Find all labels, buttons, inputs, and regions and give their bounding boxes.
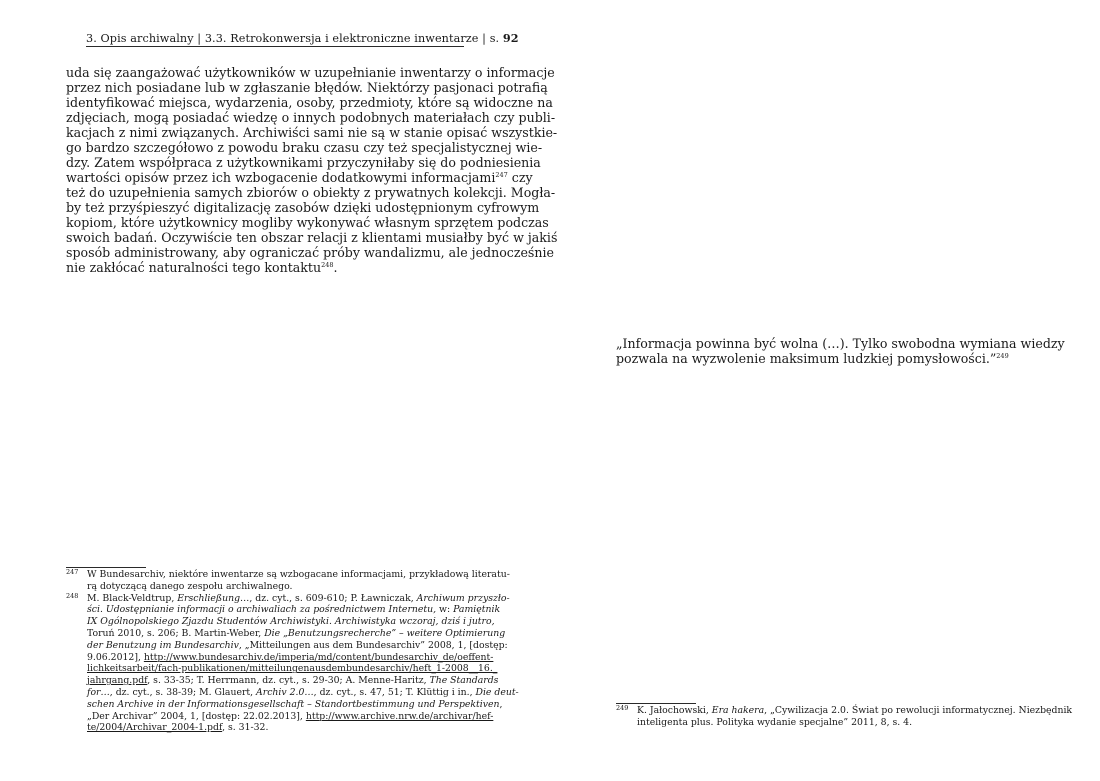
fn-text: , (499, 698, 503, 710)
footnote-line (87, 675, 499, 687)
fn-text: , „Cywilizacja 2.0. Świat po rewolucji informatycznej. Niezbędnik (764, 705, 1073, 716)
body-line: sposób administrowany, aby ograniczać próby wandalizmu, ale jednocześnie (66, 245, 554, 260)
body-line: swoich badań. Oczywiście ten obszar relacji z klientami musiałby być w jakiś (66, 230, 558, 245)
footnote-line (87, 698, 503, 711)
fn-title: for… (87, 686, 110, 698)
footnote-line (87, 651, 494, 664)
footnotes-left (66, 568, 519, 734)
fn-title: IX Ogólnopolskiego Zjazdu Studentów Archiwistyki. Archiwistyka wczoraj, dziś i jutro, (87, 616, 495, 628)
footnotes-right (616, 704, 1073, 729)
footnote-248 (66, 591, 519, 735)
body-line: kacjach z nimi związanych. Archiwiści sami nie są w stanie opisać wszystkie- (66, 125, 558, 140)
body-line: też do uzupełnienia samych zbiorów o obiekty z prywatnych kolekcji. Mogła- (66, 185, 556, 200)
fn-text: Toruń 2010, s. 206; B. Martin-Weber, (87, 627, 265, 639)
fn-text: K. Jałochowski, (637, 705, 712, 716)
fn-title: Archiwum przyszło- (416, 592, 510, 604)
footnote-line (87, 663, 498, 675)
fn-title: ści. Udostępnianie informacji o archiwaliach za pośrednictwem Internetu, (87, 604, 437, 616)
body-line: go bardzo szczegółowo z powodu braku czasu czy też specjalistycznej wie- (66, 140, 543, 155)
body-line-with-footnote-ref (66, 170, 533, 185)
body-line-text: wartości opisów przez ich wzbogacenie dodatkowymi informacjami (66, 170, 496, 185)
footnote-link[interactable]: jahrgang.pdf (87, 675, 148, 687)
quote-line (616, 351, 1008, 366)
body-line: uda się zaangażować użytkowników w uzupełnianie inwentarzy o informacje (66, 65, 555, 80)
running-header (86, 31, 519, 46)
body-line: identyfikować miejsca, wydarzenia, osoby, przedmioty, które są widoczne na (66, 95, 553, 110)
body-line: przez nich posiadane lub w zgłaszanie błędów. Niektórzy pasjonaci potrafią (66, 80, 548, 95)
footnote-line (87, 710, 494, 723)
fn-title: schen Archive in der Informationsgesellschaft – Standortbestimmung und Perspektiven (87, 698, 500, 710)
body-line: by też przyśpieszyć digitalizację zasobów dzięki udostępnionym cyfrowym (66, 200, 540, 215)
fn-text: , dz. cyt., s. 47, 51; T. Klüttig i in., (313, 686, 476, 698)
footnote-line (87, 722, 484, 734)
footnote-line: rą dotyczącą danego zespołu archiwalnego. (87, 580, 293, 592)
body-end-period: . (333, 260, 338, 275)
fn-title: Pamiętnik (453, 604, 501, 616)
fn-title: The Standards (429, 675, 499, 687)
footnote-line (87, 686, 519, 699)
body-paragraph (66, 65, 558, 275)
fn-text: , dz. cyt., s. 38-39; M. Glauert, (109, 686, 257, 698)
epigraph-quote (616, 336, 1065, 366)
body-line: zdjęciach, mogą posiadać wiedzę o innych podobnych materiałach czy publi- (66, 110, 556, 125)
fn-text: 9.06.2012], (87, 651, 144, 663)
fn-title: Archiv 2.0… (256, 686, 314, 698)
footnote-line (637, 705, 1073, 717)
fn-title: der Benutzung im Bundesarchiv (87, 639, 239, 651)
footnote-line: inteligenta plus. Polityka wydanie specjalne” 2011, 8, s. 4. (637, 716, 913, 728)
fn-text: , dz. cyt., s. 609-610; P. Ławniczak, (249, 592, 417, 604)
body-line: kopiom, które użytkownicy mogliby wykonywać własnym sprzętem podczas (66, 215, 549, 230)
header-text: 3. Opis archiwalny | 3.3. Retrokonwersja i elektroniczne inwentarze | s. (86, 32, 503, 45)
footnote-number: 247 (66, 568, 79, 576)
header-rule (86, 46, 464, 47)
footnote-link[interactable]: http://www.bundesarchiv.de/imperia/md/content/bundesarchiv_de/oeffent- (143, 651, 494, 663)
footnote-ref-248[interactable]: 248 (321, 261, 334, 269)
footnote-number: 249 (616, 704, 629, 712)
footnote-link[interactable]: http://www.archive.nrw.de/archivar/hef- (305, 710, 494, 722)
fn-title: Die deut- (475, 686, 519, 698)
fn-text: M. Black-Veldtrup, (87, 592, 178, 604)
footnote-line: W Bundesarchiv, niektóre inwentarze są wzbogacane informacjami, przykładową literatu- (87, 569, 510, 580)
footnote-line (87, 639, 508, 652)
fn-text: w: (436, 604, 454, 616)
fn-text: , s. 33-35; T. Herrmann, dz. cyt., s. 29-30; A. Menne-Haritz, (147, 675, 430, 687)
quote-text: pozwala na wyzwolenie maksimum ludzkiej pomysłowości.” (616, 351, 997, 366)
body-line-suffix: czy (507, 170, 533, 185)
footnote-line (87, 616, 495, 628)
body-line: dzy. Zatem współpraca z użytkownikami przyczyniłaby się do podniesienia (66, 155, 541, 170)
body-line-last (66, 260, 484, 275)
footnote-247 (66, 568, 510, 593)
footnote-249 (616, 704, 1073, 729)
footnote-link[interactable]: lichkeitsarbeit/fach-publikationen/mitteilungenausdembundesarchiv/heft_1-2008__16._ (87, 663, 498, 675)
footnote-line (87, 627, 506, 640)
page-number: 92 (502, 31, 519, 45)
fn-title: Die „Benutzungsrecherche” – weitere Optimierung (264, 627, 506, 639)
fn-text: , s. 31-32. (222, 722, 269, 734)
footnote-number: 248 (66, 591, 79, 600)
fn-text: , „Mitteilungen aus dem Bundesarchiv” 2008, 1, [dostęp: (238, 639, 508, 651)
footnote-ref-247[interactable]: 247 (495, 171, 508, 179)
fn-title: Era hakera (711, 705, 765, 716)
fn-title: Erschließung… (177, 592, 250, 604)
body-line-text: nie zakłócać naturalności tego kontaktu (66, 260, 322, 275)
footnote-line (87, 604, 501, 616)
footnote-link[interactable]: te/2004/Archivar_2004-1.pdf (87, 722, 223, 734)
fn-text: „Der Archivar” 2004, 1, [dostęp: 22.02.2013], (87, 710, 306, 722)
footnote-ref-249[interactable]: 249 (996, 352, 1009, 360)
quote-line: „Informacja powinna być wolna (…). Tylko swobodna wymiana wiedzy (616, 336, 1065, 351)
footnote-line (87, 592, 510, 605)
